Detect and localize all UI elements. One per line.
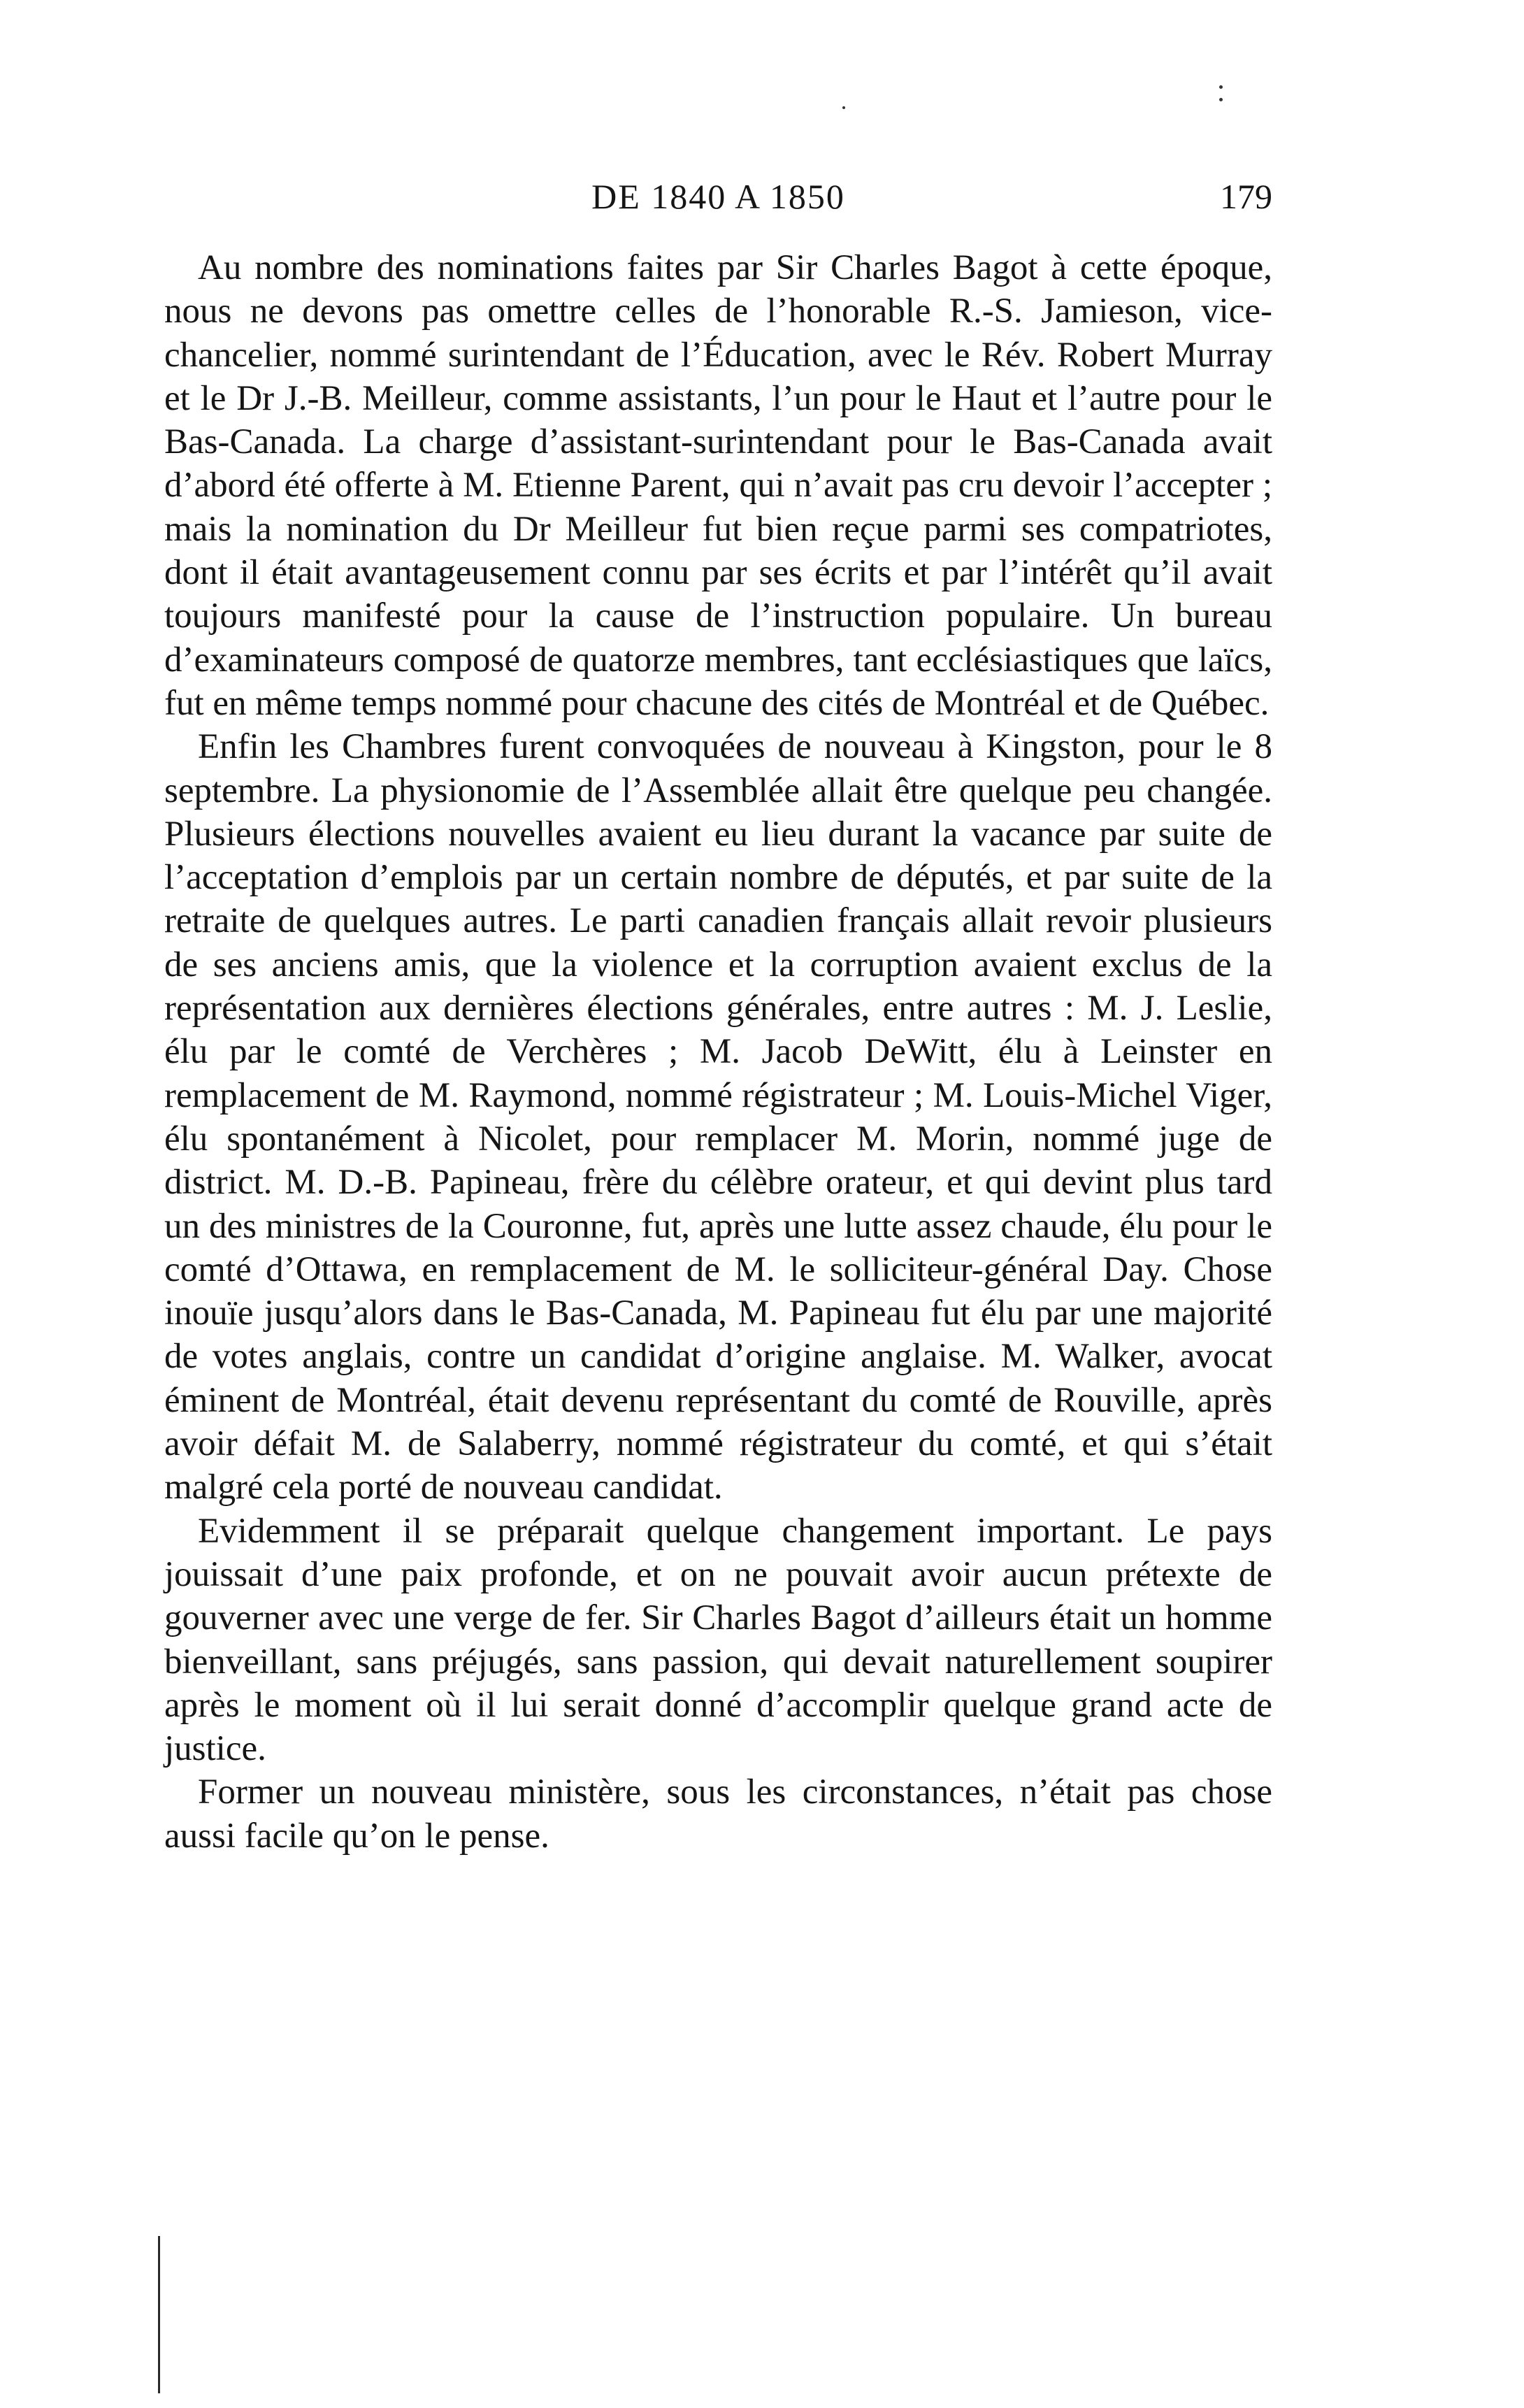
print-speck — [842, 106, 845, 109]
print-speck — [1219, 85, 1223, 89]
print-speck — [1219, 98, 1223, 101]
paragraph: Evidemment il se préparait quelque changement important. Le pays jouissait d’une paix profonde, et on ne pouvait avoir aucun prétexte de gouverner avec une verge de fer. Sir Charles Bagot d’ailleurs était un homme bienveillant, sans préjugés, sans passion, qui devait naturellement soupirer après le moment où il lui serait donné d’accomplir quelque grand acte de justice. — [164, 1511, 1272, 1769]
paragraph: Former un nouveau ministère, sous les circonstances, n’était pas chose aussi facile qu’on le pense. — [164, 1772, 1272, 1856]
running-head — [164, 176, 1272, 225]
running-title: DE 1840 A 1850 — [591, 177, 845, 216]
margin-rule — [158, 2236, 160, 2393]
paragraph: Enfin les Chambres furent convoquées de nouveau à Kingston, pour le 8 septembre. La physionomie de l’Assemblée allait être quelque peu changée. Plusieurs élections nouvelles avaient eu lieu durant la vacance par suite de l’acceptation d’emplois par un certain nombre de députés, et par suite de la retraite de quelques autres. Le parti canadien français allait revoir plusieurs de ses anciens amis, que la violence et la corruption avaient exclus de la représentation aux dernières élections générales, entre autres : M. J. Leslie, élu par le comté de Verchères ; M. Jacob DeWitt, élu à Leinster en remplacement de M. Raymond, nommé régistrateur ; M. Louis-Michel Viger, élu spontanément à Nicolet, pour remplacer M. Morin, nommé juge de district. M. D.-B. Papineau, frère du célèbre orateur, et qui devint plus tard un des ministres de la Couronne, fut, après une lutte assez chaude, élu pour le comté d’Ottawa, en remplacement de M. le solliciteur-général Day. Chose inouïe jusqu’alors dans le Bas-Canada, M. Papineau fut élu par une majorité de votes anglais, contre un candidat d’origine anglaise. M. Walker, avocat éminent de Montréal, était devenu représentant du comté de Rouville, après avoir défait M. de Salaberry, nommé régistrateur du comté, et qui s’était malgré cela porté de nouveau candidat. — [164, 727, 1272, 1507]
page-number: 179 — [1220, 177, 1272, 216]
body-text — [164, 246, 1272, 1858]
paragraph: Au nombre des nominations faites par Sir Charles Bagot à cette époque, nous ne devons pas omettre celles de l’honorable R.-S. Jamieson, vice-chancelier, nommé surintendant de l’Éducation, avec le Rév. Robert Murray et le Dr J.-B. Meilleur, comme assistants, l’un pour le Haut et l’autre pour le Bas-Canada. La charge d’assistant-surintendant pour le Bas-Canada avait d’abord été offerte à M. Etienne Parent, qui n’avait pas cru devoir l’accepter ; mais la nomination du Dr Meilleur fut bien reçue parmi ses compatriotes, dont il était avantageusement connu par ses écrits et par l’intérêt qu’il avait toujours manifesté pour la cause de l’instruction populaire. Un bureau d’examinateurs composé de quatorze membres, tant ecclésiastiques que laïcs, fut en même temps nommé pour chacune des cités de Montréal et de Québec. — [164, 248, 1272, 723]
